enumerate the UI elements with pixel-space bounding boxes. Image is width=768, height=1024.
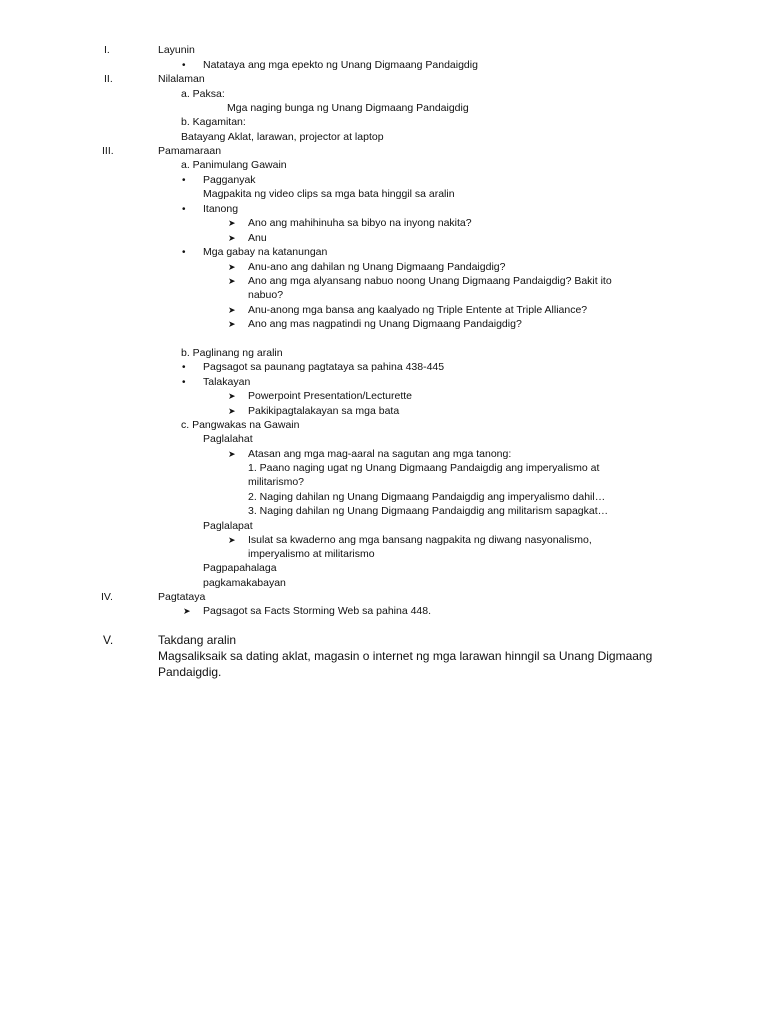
paglinang-label: b. Paglinang ng aralin	[181, 347, 283, 359]
paglalapat-label: Paglalapat	[203, 520, 253, 532]
pagpapahalaga-label: Pagpapahalaga	[203, 562, 277, 574]
arrow-bullet-icon: ➤	[228, 276, 236, 286]
arrow-bullet-icon: ➤	[228, 449, 236, 459]
section-title-pamamaraan: Pamamaraan	[158, 145, 222, 157]
pagganyak-label: Pagganyak	[203, 174, 256, 186]
arrow-bullet-icon: ➤	[228, 262, 236, 272]
paglalapat-item: Isulat sa kwaderno ang mga bansang nagpakita ng diwang nasyonalismo,	[248, 534, 592, 546]
gabay-label: Mga gabay na katanungan	[203, 246, 328, 258]
arrow-bullet-icon: ➤	[228, 406, 236, 416]
talakayan-item: Pakikipagtalakayan sa mga bata	[248, 405, 400, 417]
itanong-question: Anu	[248, 232, 267, 244]
kagamitan-text: Batayang Aklat, larawan, projector at laptop	[181, 131, 384, 143]
arrow-bullet-icon: ➤	[228, 305, 236, 315]
layunin-item: Natataya ang mga epekto ng Unang Digmaang Pandaigdig	[203, 59, 478, 71]
paksa-text: Mga naging bunga ng Unang Digmaang Pandaigdig	[227, 102, 469, 114]
bullet-icon: •	[182, 204, 186, 215]
panimulang-gawain: a. Panimulang Gawain	[181, 159, 287, 171]
arrow-bullet-icon: ➤	[228, 535, 236, 545]
arrow-bullet-icon: ➤	[228, 218, 236, 228]
arrow-bullet-icon: ➤	[183, 606, 191, 616]
pagpapahalaga-text: pagkamakabayan	[203, 577, 286, 589]
takdang-aralin-text-cont: Pandaigdig.	[158, 665, 222, 679]
section-number: III.	[102, 145, 114, 157]
gabay-question: Ano ang mga alyansang nabuo noong Unang Digmaang Pandaigdig? Bakit ito	[248, 275, 612, 287]
section-title-nilalaman: Nilalaman	[158, 73, 205, 85]
bullet-icon: •	[182, 362, 186, 373]
paglalapat-item-cont: imperyalismo at militarismo	[248, 548, 375, 560]
bullet-icon: •	[182, 175, 186, 186]
section-number: IV.	[101, 591, 113, 603]
gabay-question: Ano ang mas nagpatindi ng Unang Digmaang Pandaigdig?	[248, 318, 522, 330]
gabay-question: Anu-ano ang dahilan ng Unang Digmaang Pandaigdig?	[248, 261, 506, 273]
talakayan-item: Powerpoint Presentation/Lecturette	[248, 390, 413, 402]
arrow-bullet-icon: ➤	[228, 319, 236, 329]
paglalahat-question: 1. Paano naging ugat ng Unang Digmaang Pandaigdig ang imperyalismo at	[248, 462, 600, 474]
pagtataya-item: Pagsagot sa Facts Storming Web sa pahina 448.	[203, 605, 432, 617]
arrow-bullet-icon: ➤	[228, 233, 236, 243]
gabay-question: Anu-anong mga bansa ang kaalyado ng Triple Entente at Triple Alliance?	[248, 304, 588, 316]
takdang-aralin-text: Magsaliksaik sa dating aklat, magasin o internet ng mga larawan hinngil sa Unang Digmaang	[158, 649, 653, 663]
talakayan-label: Talakayan	[203, 376, 251, 388]
section-title-takdang-aralin: Takdang aralin	[158, 633, 237, 647]
pangwakas-label: c. Pangwakas na Gawain	[181, 419, 300, 431]
section-number: V.	[103, 633, 114, 647]
paksa-label: a. Paksa:	[181, 88, 225, 100]
bullet-icon: •	[182, 60, 186, 71]
arrow-bullet-icon: ➤	[228, 391, 236, 401]
paglalahat-question: 3. Naging dahilan ng Unang Digmaang Pandaigdig ang militarism sapagkat…	[248, 505, 609, 517]
section-number: II.	[104, 73, 113, 85]
kagamitan-label: b. Kagamitan:	[181, 116, 246, 128]
paglalahat-question-cont: militarismo?	[248, 476, 305, 488]
section-number: I.	[104, 44, 110, 56]
paglalahat-question: 2. Naging dahilan ng Unang Digmaang Pandaigdig ang imperyalismo dahil…	[248, 491, 606, 503]
gabay-question-cont: nabuo?	[248, 289, 284, 301]
bullet-icon: •	[182, 247, 186, 258]
section-title-layunin: Layunin	[158, 44, 195, 56]
paglinang-item: Pagsagot sa paunang pagtataya sa pahina 438-445	[203, 361, 445, 373]
itanong-label: Itanong	[203, 203, 239, 215]
section-title-pagtataya: Pagtataya	[158, 591, 206, 603]
pagganyak-text: Magpakita ng video clips sa mga bata hinggil sa aralin	[203, 188, 455, 200]
paglalahat-item: Atasan ang mga mag-aaral na sagutan ang mga tanong:	[248, 448, 512, 460]
paglalahat-label: Paglalahat	[203, 433, 253, 445]
bullet-icon: •	[182, 377, 186, 388]
itanong-question: Ano ang mahihinuha sa bibyo na inyong nakita?	[248, 217, 472, 229]
